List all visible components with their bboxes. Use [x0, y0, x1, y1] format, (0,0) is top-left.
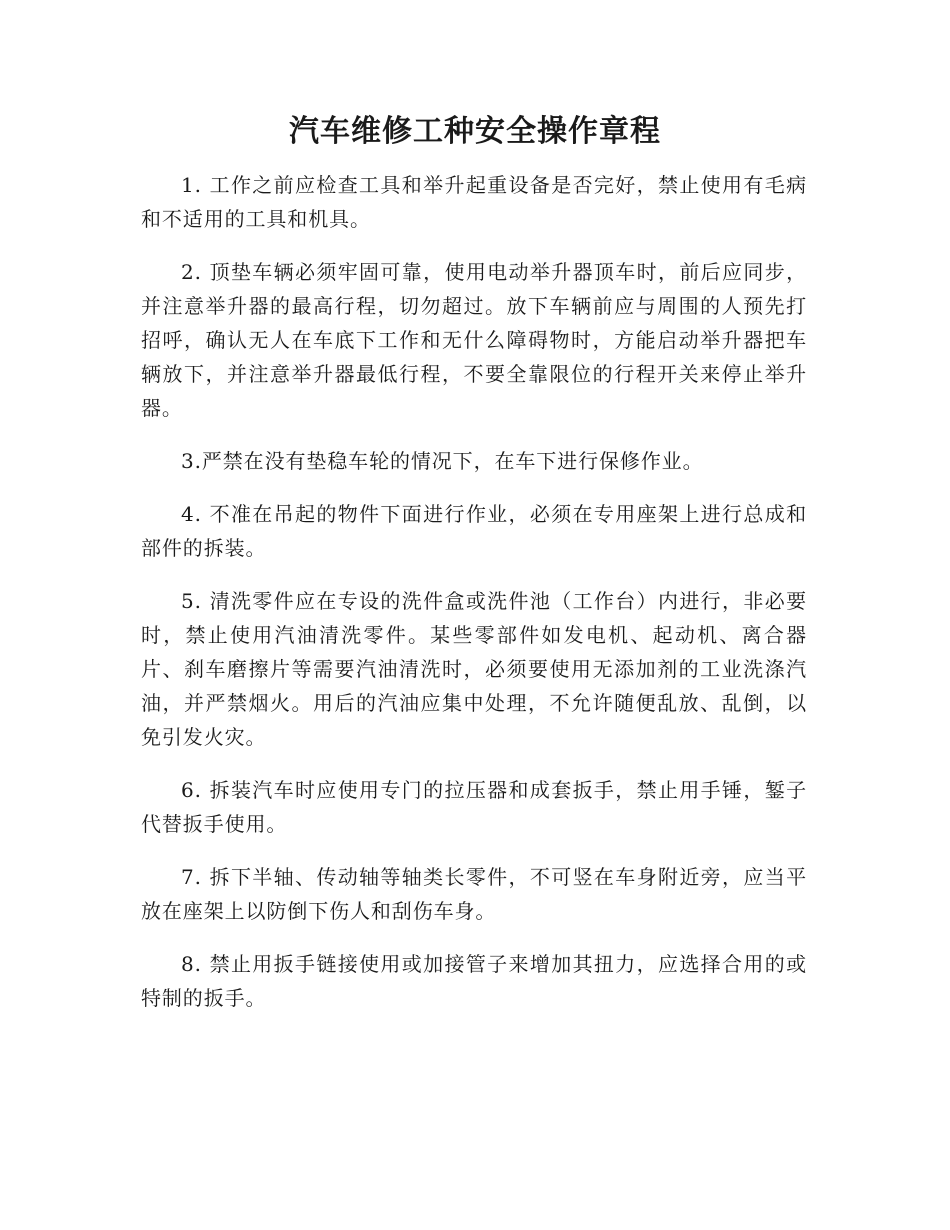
- paragraph-7: 7. 拆下半轴、传动轴等轴类长零件，不可竖在车身附近旁，应当平放在座架上以防倒下伤人和刮伤车身。: [141, 865, 807, 923]
- paragraph-5: 5. 清洗零件应在专设的洗件盒或洗件池（工作台）内进行，非必要时，禁止使用汽油清洗零件。某些零部件如发电机、起动机、离合器片、刹车磨擦片等需要汽油清洗时，必须要使用无添加剂的工业洗涤汽油，并严禁烟火。用后的汽油应集中处理，不允许随便乱放、乱倒，以免引发火灾。: [141, 589, 807, 749]
- paragraph-8: 8. 禁止用扳手链接使用或加接管子来增加其扭力，应选择合用的或特制的扳手。: [141, 952, 807, 1010]
- paragraph-1: 1. 工作之前应检查工具和举升起重设备是否完好，禁止使用有毛病和不适用的工具和机具。: [141, 173, 807, 231]
- paragraph-2: 2. 顶垫车辆必须牢固可靠，使用电动举升器顶车时，前后应同步，并注意举升器的最高行程，切勿超过。放下车辆前应与周围的人预先打招呼，确认无人在车底下工作和无什么障碍物时，方能启动举升器把车辆放下，并注意举升器最低行程，不要全靠限位的行程开关来停止举升器。: [141, 260, 807, 420]
- paragraph-4: 4. 不准在吊起的物件下面进行作业，必须在专用座架上进行总成和部件的拆装。: [141, 502, 807, 560]
- paragraph-6: 6. 拆装汽车时应使用专门的拉压器和成套扳手，禁止用手锤，錾子代替扳手使用。: [141, 778, 807, 836]
- page-title: 汽车维修工种安全操作章程: [289, 114, 661, 149]
- document-body: [141, 168, 807, 1034]
- paragraph-3: 3.严禁在没有垫稳车轮的情况下，在车下进行保修作业。: [181, 449, 704, 473]
